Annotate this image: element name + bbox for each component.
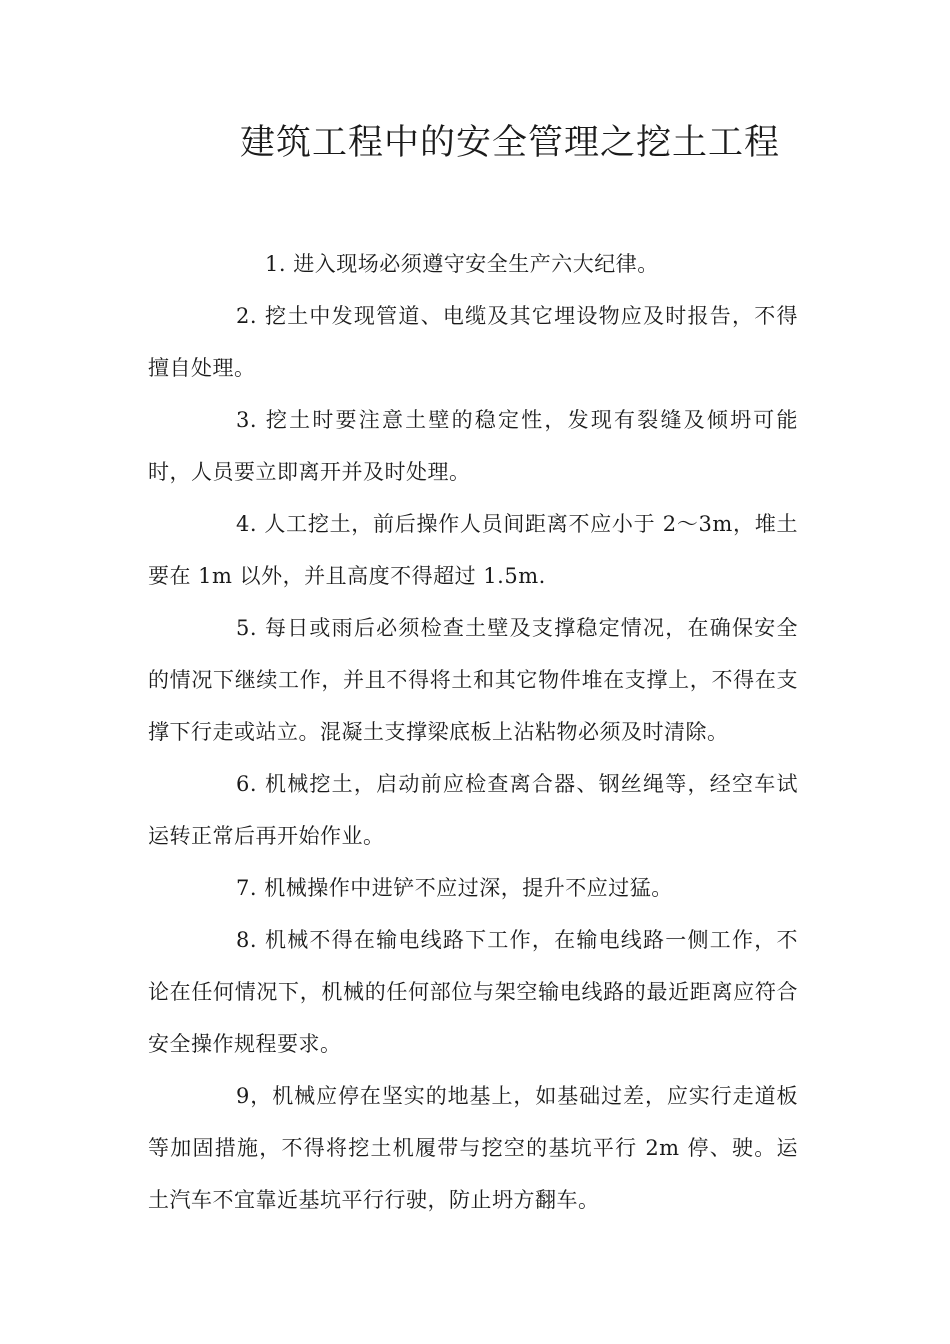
paragraph-9: 9，机械应停在坚实的地基上，如基础过差，应实行走道板等加固措施，不得将挖土机履带与挖空的基坑平行 2m 停、驶。运土汽车不宜靠近基坑平行行驶，防止坍方翻车。 — [148, 1084, 798, 1212]
paragraph-1: 1. 进入现场必须遵守安全生产六大纪律。 — [265, 252, 659, 276]
paragraph-3: 3. 挖土时要注意土壁的稳定性，发现有裂缝及倾坍可能时，人员要立即离开并及时处理。 — [148, 408, 798, 484]
document-body — [148, 238, 798, 1226]
paragraph-6: 6. 机械挖土，启动前应检查离合器、钢丝绳等，经空车试运转正常后再开始作业。 — [148, 772, 798, 848]
document-title: 建筑工程中的安全管理之挖土工程 — [239, 123, 780, 163]
paragraph-4: 4. 人工挖土，前后操作人员间距离不应小于 2～3m，堆土要在 1m 以外，并且高度不得超过 1.5m. — [148, 512, 798, 588]
paragraph-7: 7. 机械操作中进铲不应过深，提升不应过猛。 — [236, 876, 673, 900]
paragraph-2: 2. 挖土中发现管道、电缆及其它埋设物应及时报告，不得擅自处理。 — [148, 304, 798, 380]
paragraph-8: 8. 机械不得在输电线路下工作，在输电线路一侧工作，不论在任何情况下，机械的任何部位与架空输电线路的最近距离应符合安全操作规程要求。 — [148, 928, 798, 1056]
paragraph-5: 5. 每日或雨后必须检查土壁及支撑稳定情况，在确保安全的情况下继续工作，并且不得将土和其它物件堆在支撑上，不得在支撑下行走或站立。混凝土支撑梁底板上沾粘物必须及时清除。 — [148, 616, 798, 744]
